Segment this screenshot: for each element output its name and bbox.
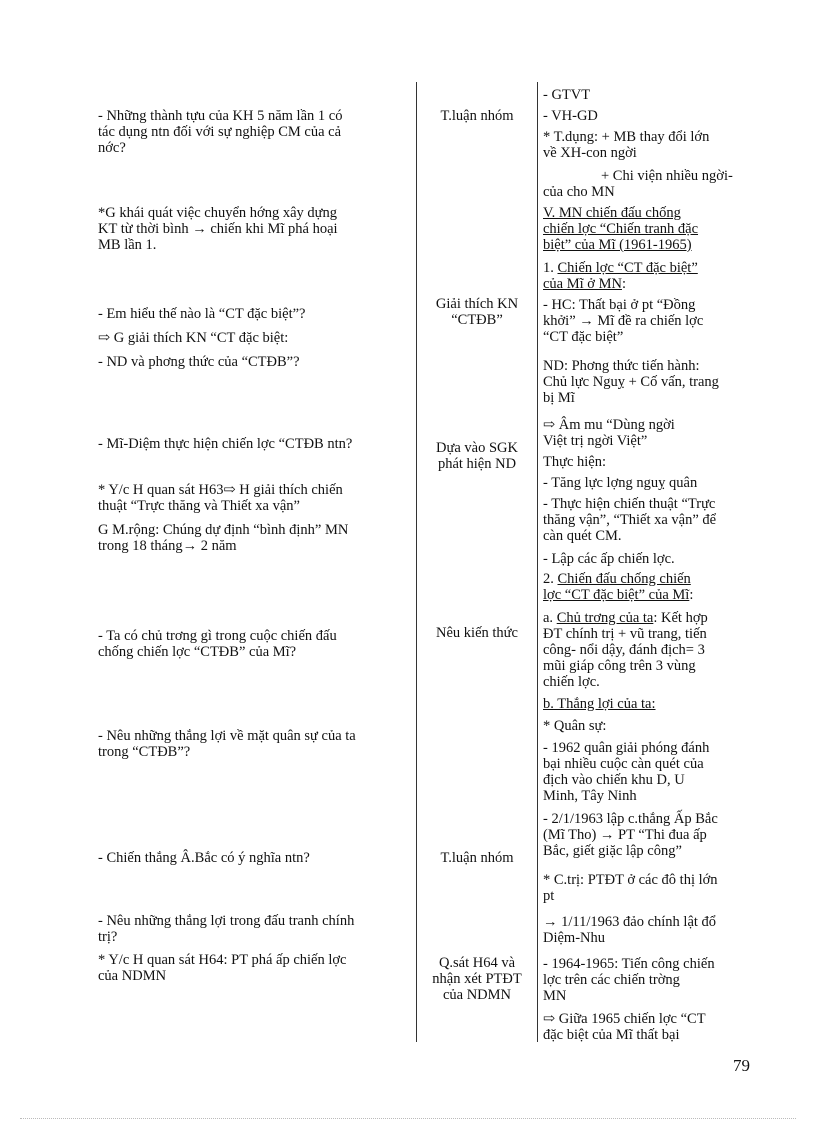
underlined-heading: lợc “CT đặc biệt” của Mĩ bbox=[543, 587, 690, 603]
right-text-line: V. MN chiến đấu chống bbox=[543, 205, 681, 221]
right-text-line: lợc “CT đặc biệt” của Mĩ: bbox=[543, 587, 694, 603]
left-text-line: - Nêu những thắng lợi về mặt quân sự của ta bbox=[98, 728, 356, 744]
right-text-line: địch vào chiến khu D, U bbox=[543, 772, 685, 788]
right-text-line: → 1/11/1963 đảo chính lật đổ bbox=[543, 914, 717, 930]
right-text-line: Chủ lực Nguỵ + Cố vấn, trang bbox=[543, 374, 719, 390]
middle-text-line: của NDMN bbox=[442, 987, 512, 1003]
right-text-line: * Quân sự: bbox=[543, 718, 607, 734]
right-text-line: khởi” → Mĩ đề ra chiến lợc bbox=[543, 313, 704, 329]
right-text-line: - Lập các ấp chiến lợc. bbox=[543, 551, 675, 567]
left-text-line: chống chiến lợc “CTĐB” của Mĩ? bbox=[98, 644, 297, 660]
right-text-line: - GTVT bbox=[543, 87, 591, 103]
left-text-line: KT từ thời bình → chiến khi Mĩ phá hoại bbox=[98, 221, 338, 237]
underlined-heading: của Mĩ ở MN bbox=[543, 276, 622, 292]
left-text-line: - Ta có chủ trơng gì trong cuộc chiến đấu bbox=[98, 628, 337, 644]
middle-text-line: Dựa vào SGK bbox=[436, 440, 518, 456]
right-text-line: - VH-GD bbox=[543, 108, 598, 124]
underlined-heading: Chiến đấu chống chiến bbox=[557, 571, 691, 587]
middle-text-line: “CTĐB” bbox=[451, 312, 503, 328]
right-text-line: 2. Chiến đấu chống chiến bbox=[543, 571, 691, 587]
right-text-line: - HC: Thất bại ở pt “Đồng bbox=[543, 297, 696, 313]
right-text-line: Diệm-Nhu bbox=[543, 930, 606, 946]
right-text-line: đặc biệt của Mĩ thất bại bbox=[543, 1027, 680, 1043]
left-text-line: - Chiến thắng Â.Bắc có ý nghĩa ntn? bbox=[98, 850, 310, 866]
right-text-line: ⇨ Giữa 1965 chiến lợc “CT bbox=[543, 1011, 706, 1027]
left-text-line: - Nêu những thắng lợi trong đấu tranh chính bbox=[98, 913, 355, 929]
right-text-line: càn quét CM. bbox=[543, 528, 622, 544]
right-text-line: a. Chủ trơng của ta: Kết hợp bbox=[543, 610, 708, 626]
right-text-line: Thực hiện: bbox=[543, 454, 607, 470]
left-text-line: MB lần 1. bbox=[98, 237, 157, 253]
right-text-line: của cho MN bbox=[543, 184, 615, 200]
right-text-line: - 2/1/1963 lập c.thắng Ấp Bắc bbox=[543, 811, 718, 827]
right-text-line: - 1964-1965: Tiến công chiến bbox=[543, 956, 715, 972]
right-text-line: bại nhiều cuộc càn quét của bbox=[543, 756, 704, 772]
right-text-line: * C.trị: PTĐT ở các đô thị lớn bbox=[543, 872, 718, 888]
left-text-line: của NDMN bbox=[98, 968, 167, 984]
right-text-line: chiến lợc “Chiến tranh đặc bbox=[543, 221, 699, 237]
right-text-line: về XH-con ngời bbox=[543, 145, 637, 161]
right-text-line: Bắc, giết giặc lập công” bbox=[543, 843, 682, 859]
right-text-line: * T.dụng: + MB thay đổi lớn bbox=[543, 129, 710, 145]
left-text-line: - Những thành tựu của KH 5 năm lần 1 có bbox=[98, 108, 343, 124]
right-text-line: biệt” của Mĩ (1961-1965) bbox=[543, 237, 692, 253]
middle-text-line: Giải thích KN bbox=[435, 296, 519, 312]
right-text-line: ND: Phơng thức tiến hành: bbox=[543, 358, 700, 374]
right-text-line: mũi giáp công trên 3 vùng bbox=[543, 658, 696, 674]
left-text-line: trong 18 tháng→ 2 năm bbox=[98, 538, 237, 554]
right-text-line: lợc trên các chiến trờng bbox=[543, 972, 680, 988]
right-text-line: pt bbox=[543, 888, 555, 904]
right-text-line: - Thực hiện chiến thuật “Trực bbox=[543, 496, 716, 512]
right-text-line: + Chi viện nhiều ngời- bbox=[601, 168, 733, 184]
column-divider-left bbox=[416, 82, 417, 1042]
left-text-line: *G khái quát việc chuyển hớng xây dựng bbox=[98, 205, 338, 221]
left-text-line: trong “CTĐB”? bbox=[98, 744, 191, 760]
right-text-line: - 1962 quân giải phóng đánh bbox=[543, 740, 710, 756]
left-text-line: thuật “Trực thăng và Thiết xa vận” bbox=[98, 498, 300, 514]
middle-text-line: T.luận nhóm bbox=[440, 108, 514, 124]
left-text-line: - Mĩ-Diệm thực hiện chiến lợc “CTĐB ntn? bbox=[98, 436, 353, 452]
right-text-line: - Tăng lực lợng nguỵ quân bbox=[543, 475, 698, 491]
right-text-line: của Mĩ ở MN: bbox=[543, 276, 626, 292]
middle-text-line: T.luận nhóm bbox=[440, 850, 514, 866]
right-text-line: b. Thắng lợi của ta: bbox=[543, 696, 656, 712]
right-text-line: ĐT chính trị + vũ trang, tiến bbox=[543, 626, 707, 642]
right-text-line: ⇨ Âm mu “Dùng ngời bbox=[543, 417, 675, 433]
right-text-line: công- nổi dậy, đánh địch= 3 bbox=[543, 642, 705, 658]
left-text-line: * Y/c H quan sát H64: PT phá ấp chiến lợc bbox=[98, 952, 347, 968]
left-text-line: * Y/c H quan sát H63⇨ H giải thích chiến bbox=[98, 482, 343, 498]
left-text-line: nớc? bbox=[98, 140, 126, 156]
middle-text-line: Nêu kiến thức bbox=[436, 625, 518, 641]
left-text-line: G M.rộng: Chúng dự định “bình định” MN bbox=[98, 522, 349, 538]
left-text-line: tác dụng ntn đối với sự nghiệp CM của cả bbox=[98, 124, 342, 140]
page-number: 79 bbox=[733, 1056, 750, 1075]
left-text-line: - ND và phơng thức của “CTĐB”? bbox=[98, 354, 300, 370]
left-text-line: - Em hiểu thế nào là “CT đặc biệt”? bbox=[98, 306, 306, 322]
underlined-heading: Chiến lợc “CT đặc biệt” bbox=[557, 260, 698, 276]
right-text-line: bị Mĩ bbox=[543, 390, 575, 406]
left-text-line: ⇨ G giải thích KN “CT đặc biệt: bbox=[98, 330, 289, 346]
underlined-heading: Chủ trơng của ta bbox=[556, 610, 654, 626]
right-text-line: Minh, Tây Ninh bbox=[543, 788, 637, 804]
column-divider-right bbox=[537, 82, 538, 1042]
right-text-line: 1. Chiến lợc “CT đặc biệt” bbox=[543, 260, 698, 276]
right-text-line: chiến lợc. bbox=[543, 674, 600, 690]
right-text-line: MN bbox=[543, 988, 567, 1004]
footer-divider bbox=[20, 1118, 796, 1119]
right-text-line: “CT đặc biệt” bbox=[543, 329, 624, 345]
middle-text-line: nhận xét PTĐT bbox=[432, 971, 522, 987]
right-text-line: (Mĩ Tho) → PT “Thi đua ấp bbox=[543, 827, 707, 843]
middle-text-line: Q.sát H64 và bbox=[438, 955, 516, 971]
right-text-line: Việt trị ngời Việt” bbox=[543, 433, 648, 449]
middle-text-line: phát hiện ND bbox=[437, 456, 517, 472]
left-text-line: trị? bbox=[98, 929, 118, 945]
right-text-line: thăng vận”, “Thiết xa vận” để bbox=[543, 512, 717, 528]
